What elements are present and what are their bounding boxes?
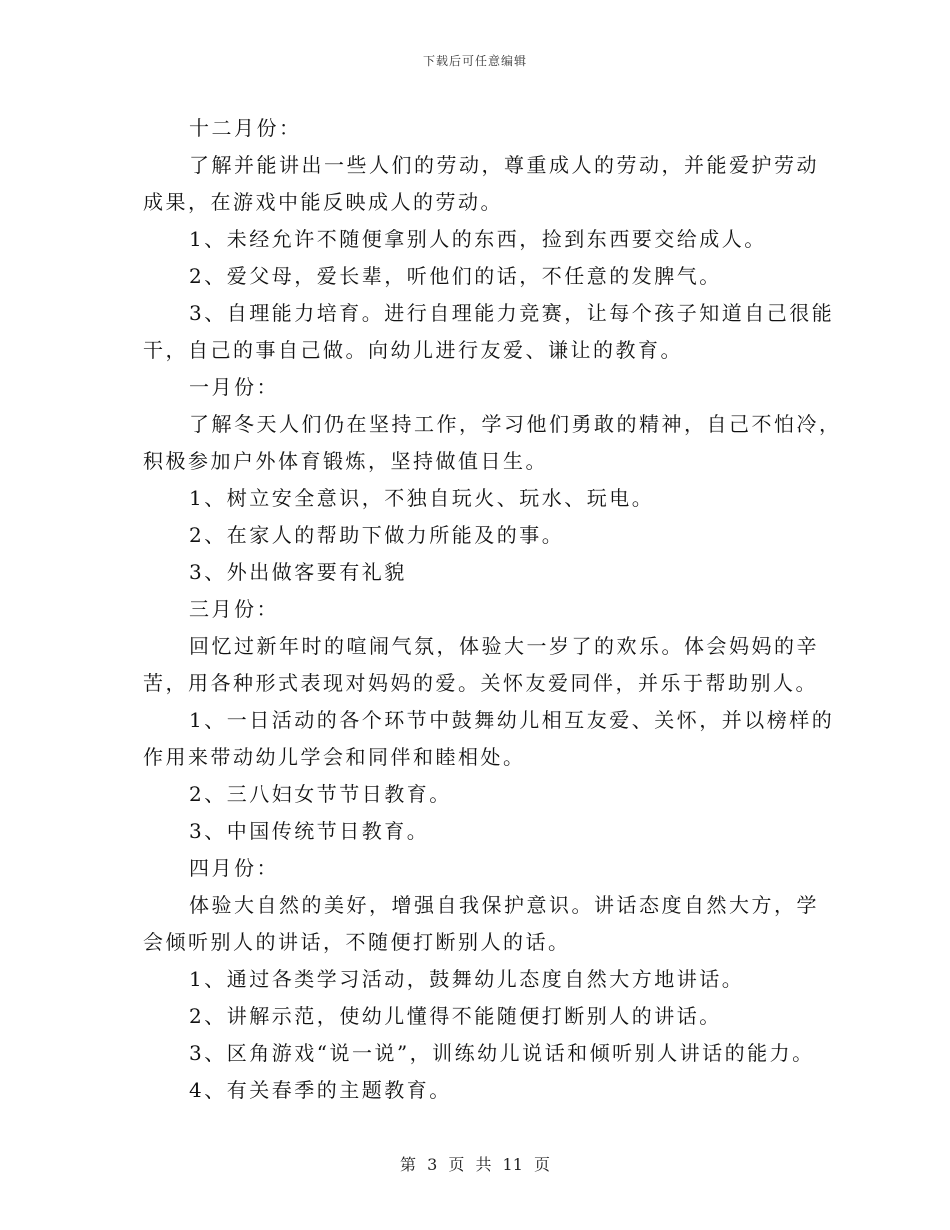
text-line: 体验大自然的美好，增强自我保护意识。讲话态度自然大方，学 xyxy=(189,893,819,917)
text-line: 3、区角游戏“说一说”，训练幼儿说话和倾听别人讲话的能力。 xyxy=(189,1041,815,1065)
text-line: 2、在家人的帮助下做力所能及的事。 xyxy=(189,523,565,547)
text-line: 4、有关春季的主题教育。 xyxy=(189,1078,452,1102)
text-line: 1、一日活动的各个环节中鼓舞幼儿相互友爱、关怀，并以榜样的 xyxy=(189,708,835,732)
text-line: 3、外出做客要有礼貌 xyxy=(189,560,407,584)
text-line: 一月份： xyxy=(189,375,279,399)
text-line: 3、自理能力培育。进行自理能力竞赛，让每个孩子知道自己很能 xyxy=(189,301,835,325)
text-line: 3、中国传统节日教育。 xyxy=(189,819,430,843)
text-line: 三月份： xyxy=(189,597,279,621)
text-line: 苦，用各种形式表现对妈妈的爱。关怀友爱同伴，并乐于帮助别人。 xyxy=(143,671,818,695)
text-line: 回忆过新年时的喧闹气氛，体验大一岁了的欢乐。体会妈妈的辛 xyxy=(189,634,819,658)
text-line: 积极参加户外体育锻炼，坚持做值日生。 xyxy=(143,449,548,473)
text-line: 2、讲解示范，使幼儿懂得不能随便打断别人的讲话。 xyxy=(189,1004,722,1028)
text-line: 作用来带动幼儿学会和同伴和睦相处。 xyxy=(143,745,526,769)
text-line: 2、三八妇女节节日教育。 xyxy=(189,782,452,806)
text-line: 1、未经允许不随便拿别人的东西，捡到东西要交给成人。 xyxy=(189,227,767,251)
text-line: 2、爱父母，爱长辈，听他们的话，不任意的发脾气。 xyxy=(189,264,722,288)
text-line: 了解冬天人们仍在坚持工作，学习他们勇敢的精神，自己不怕冷， xyxy=(189,412,842,436)
text-line: 1、通过各类学习活动，鼓舞幼儿态度自然大方地讲话。 xyxy=(189,967,745,991)
text-line: 成果，在游戏中能反映成人的劳动。 xyxy=(143,190,503,214)
text-line: 干，自己的事自己做。向幼儿进行友爱、谦让的教育。 xyxy=(143,338,683,362)
page-footer: 第 3 页 共 11 页 xyxy=(400,1155,550,1174)
text-line: 会倾听别人的讲话，不随便打断别人的话。 xyxy=(143,930,571,954)
page-header: 下载后可任意编辑 xyxy=(422,54,527,68)
text-line: 1、树立安全意识，不独自玩火、玩水、玩电。 xyxy=(189,486,655,510)
text-line: 十二月份： xyxy=(189,116,302,140)
text-line: 四月份： xyxy=(189,856,279,880)
text-line: 了解并能讲出一些人们的劳动，尊重成人的劳动，并能爱护劳动 xyxy=(189,153,819,177)
document-body xyxy=(143,110,842,1109)
